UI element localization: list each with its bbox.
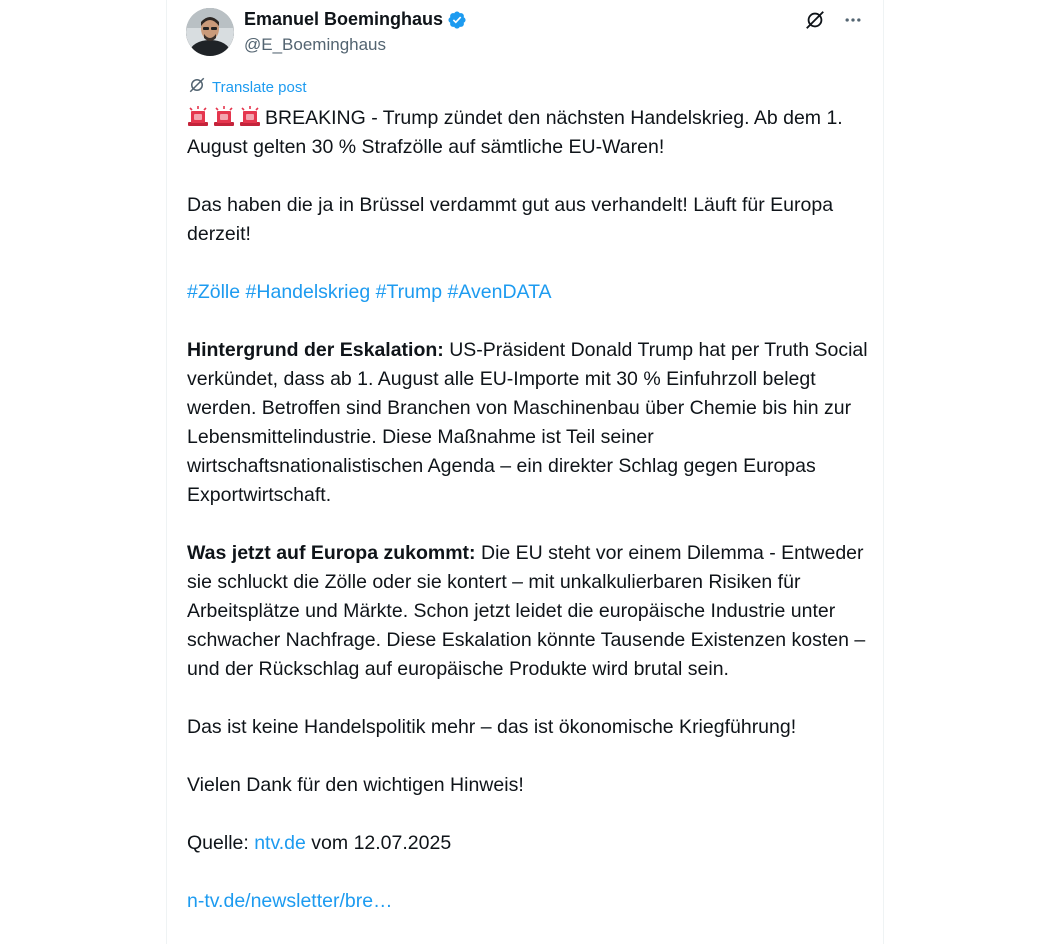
post-paragraph-thanks: Vielen Dank für den wichtigen Hinweis! [187,774,524,796]
post-paragraph-conclusion: Das ist keine Handelspolitik mehr – das ist ökonomische Kriegführung! [187,716,797,738]
translate-icon [188,76,206,98]
post-actions-top [803,8,865,32]
translate-post-button[interactable] [188,76,307,98]
post-column [166,0,884,944]
post-paragraph-outlook [187,539,871,684]
police-siren-icon [239,105,261,127]
hashtag-zoelle[interactable]: #Zölle [187,281,241,303]
author-display-name[interactable]: Emanuel Boeminghaus [244,9,444,29]
outlook-text: Die EU steht vor einem Dilemma - Entweder sie schluckt die Zölle oder sie kontert – mit unkalkulierbaren Risiken für Arbeitsplätze und Märkte. Schon jetzt leidet die europäische Industrie unter schwacher Nachfrage. Diese Eskalation könnte Tausende Existenzen kosten – und der Rückschlag auf europäische Produkte wird brutal sein. [187,542,866,680]
author-name-row[interactable] [244,9,467,30]
more-icon[interactable] [841,8,865,32]
grok-icon[interactable] [803,8,827,32]
verified-badge-icon [447,10,467,30]
hashtag-avendata[interactable]: #AvenDATA [447,281,552,303]
post-text [187,104,871,945]
police-siren-icon [213,105,235,127]
post-source [187,829,871,858]
hashtag-trump[interactable]: #Trump [375,281,443,303]
source-link[interactable]: ntv.de [254,832,306,854]
source-prefix: Quelle: [187,832,255,854]
hashtag-handelskrieg[interactable]: #Handelskrieg [245,281,371,303]
post-paragraph-breaking [187,104,871,162]
background-heading: Hintergrund der Eskalation: [187,339,444,361]
post-url [187,887,871,916]
translate-post-label: Translate post [212,78,307,96]
breaking-text: BREAKING - Trump zündet den nächsten Handelskrieg. Ab dem 1. August gelten 30 % Strafzölle auf sämtliche EU-Waren! [187,107,843,158]
avatar[interactable] [186,8,234,56]
post-paragraph-brussels: Das haben die ja in Brüssel verdammt gut aus verhandelt! Läuft für Europa derzeit! [187,194,834,245]
source-date: vom 12.07.2025 [305,832,452,854]
author-handle[interactable]: @E_Boeminghaus [244,35,387,54]
post-hashtags [187,278,871,307]
avatar-photo [186,8,234,56]
police-siren-icon [187,105,209,127]
outlook-heading: Was jetzt auf Europa zukommt: [187,542,476,564]
post-paragraph-background [187,336,871,510]
background-text: US-Präsident Donald Trump hat per Truth Social verkündet, dass ab 1. August alle EU-Importe mit 30 % Einfuhrzoll belegt werden. Betroffen sind Branchen von Maschinenbau über Chemie bis hin zur Lebensmittelindustrie. Diese Maßnahme ist Teil seiner wirtschaftsnationalistischen Agenda – ein direkter Schlag gegen Europas Exportwirtschaft. [187,339,868,506]
newsletter-link[interactable]: n-tv.de/newsletter/bre… [187,890,393,912]
